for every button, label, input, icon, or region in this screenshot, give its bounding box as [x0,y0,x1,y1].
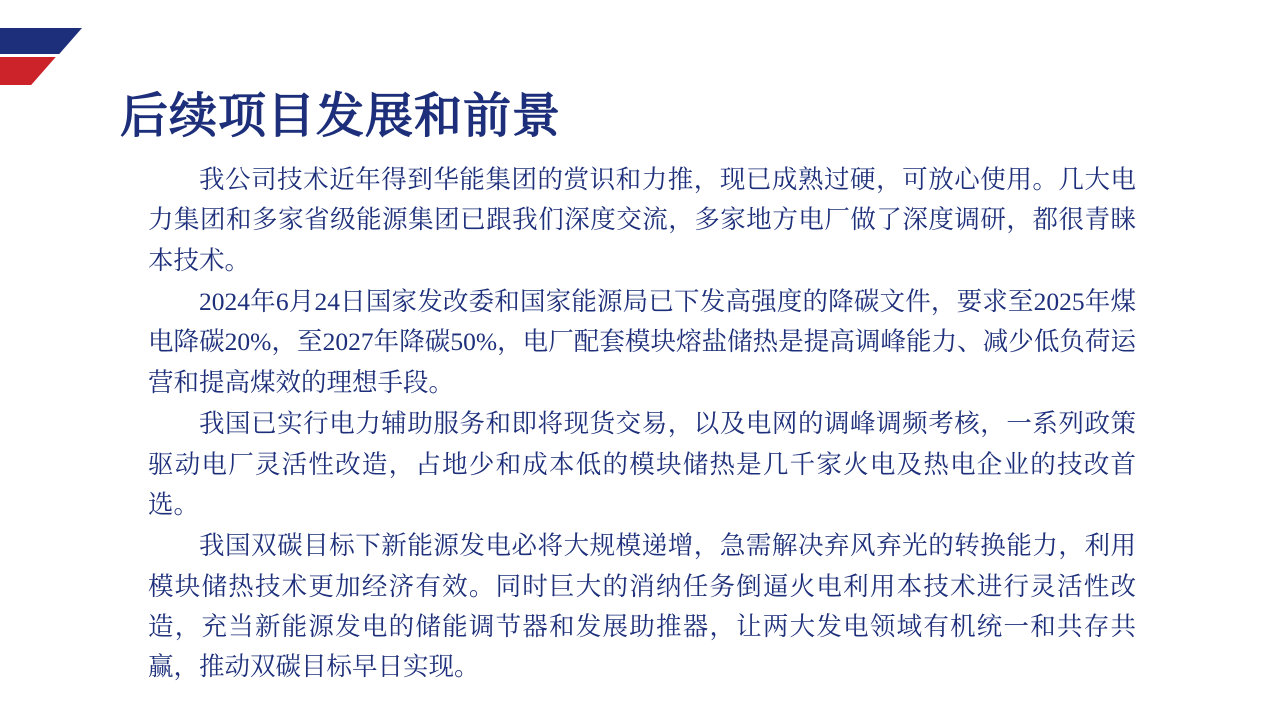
paragraph: 我国已实行电力辅助服务和即将现货交易，以及电网的调峰调频考核，一系列政策驱动电厂灵活性改造，占地少和成本低的模块储热是几千家火电及热电企业的技改首选。 [148,409,1136,519]
paragraph: 我公司技术近年得到华能集团的赏识和力推，现已成熟过硬，可放心使用。几大电力集团和多家省级能源集团已跟我们深度交流，多家地方电厂做了深度调研，都很青睐本技术。 [148,165,1136,275]
paragraph: 我国双碳目标下新能源发电必将大规模递增，急需解决弃风弃光的转换能力，利用模块储热技术更加经济有效。同时巨大的消纳任务倒逼火电利用本技术进行灵活性改造，充当新能源发电的储能调节器和发展助推器，让两大发电领域有机统一和共存共赢，推动双碳目标早日实现。 [148,531,1136,682]
body-text-block [148,160,1136,689]
flag-red-shape [0,57,82,85]
corner-flag-decoration [0,28,96,84]
page-title: 后续项目发展和前景 [120,88,562,145]
paragraph: 2024年6月24日国家发改委和国家能源局已下发高强度的降碳文件，要求至2025年煤电降碳20%，至2027年降碳50%，电厂配套模块熔盐储热是提高调峰能力、减少低负荷运营和提高煤效的理想手段。 [148,287,1136,397]
